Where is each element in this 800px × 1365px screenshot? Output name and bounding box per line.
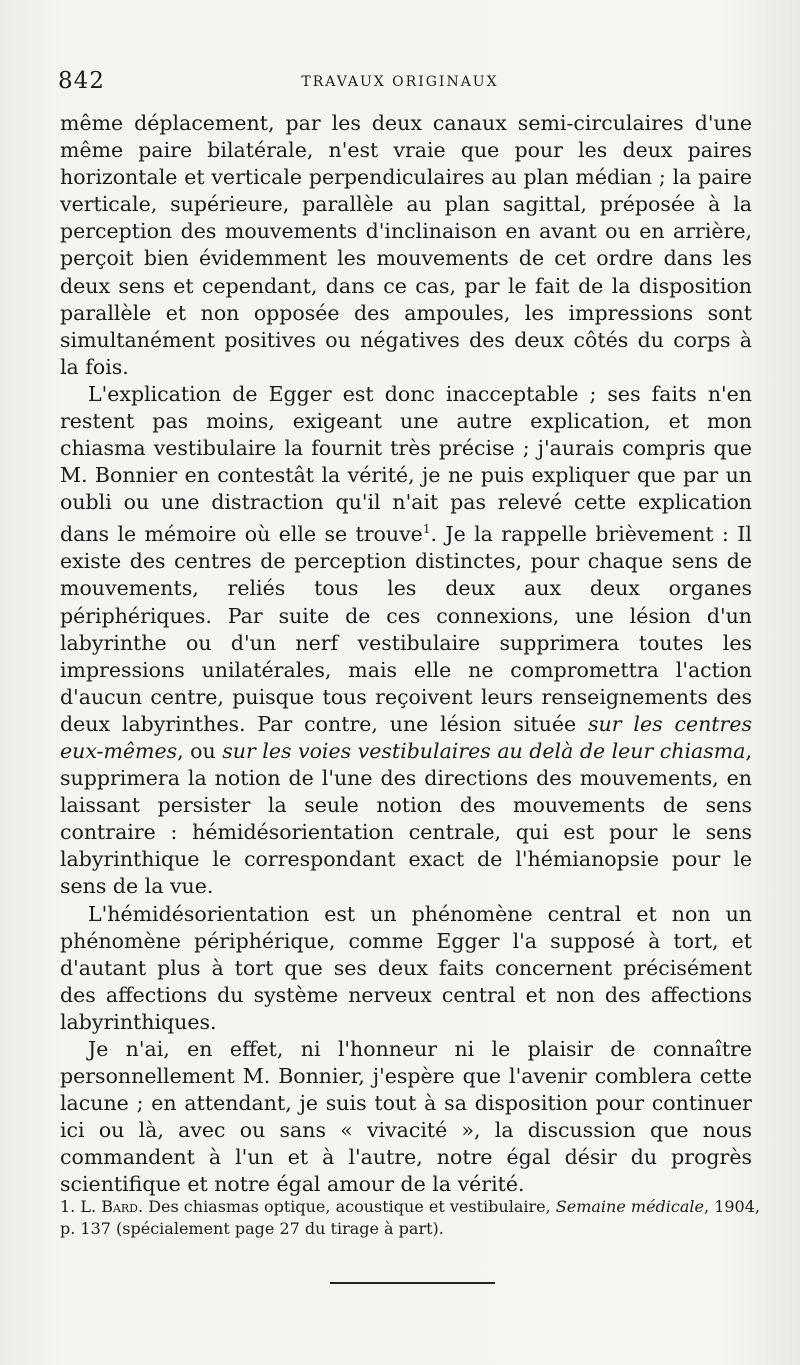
paragraph-2-part-4: , supprimera la notion de l'une des directions des mouvements, en laissant persister la seule notion des mouvements de sens contraire : hémidésorientation centrale, qui est pour le sens labyrinthique le correspondant exact de l'hémianopsie pour le sens de la vue. [60, 738, 752, 899]
end-rule [330, 1282, 495, 1284]
italic-phrase-voies: sur les voies vestibulaires au delà de leur chiasma [222, 738, 746, 763]
footnote [60, 1196, 760, 1240]
running-title: TRAVAUX ORIGINAUX [301, 74, 499, 90]
paragraph-3: L'hémidésorientation est un phénomène central et non un phénomène périphérique, comme Egger l'a supposé à tort, et d'autant plus à tort que ses deux faits concernent précisément des affections du système nerveux central et non des affections labyrinthiques. [60, 901, 752, 1034]
footnote-reference[interactable]: 1 [422, 522, 431, 537]
paragraph-2-part-3: , ou [177, 738, 223, 763]
footnote-text: . Des chiasmas optique, acoustique et vestibulaire, [138, 1197, 556, 1216]
paragraph-2-part-1: L'explication de Egger est donc inacceptable ; ses faits n'en restent pas moins, exigeant une autre explication, et mon chiasma vestibulaire la fournit très précise ; j'aurais compris que M. Bonnier en contestât la vérité, je ne puis expliquer que par un oubli ou une distraction qu'il n'ait pas relevé cette explication dans le mémoire où elle se trouve [60, 381, 752, 547]
paragraph-2-part-2: . Je la rappelle brièvement : Il existe des centres de perception distinctes, pour chaque sens de mouvements, reliés tous les deux aux deux organes périphériques. Par suite de ces connexions, une lésion d'un labyrinthe ou d'un nerf vestibulaire supprimera toutes les impressions unilatérales, mais elle ne compromettra l'action d'aucun centre, puisque tous reçoivent leurs renseignements des deux labyrinthes. Par contre, une lésion située [60, 522, 752, 736]
footnote-number: 1. L. [60, 1197, 97, 1216]
italic-phrase-centres: sur les centres eux-mêmes [60, 711, 752, 763]
page-number: 842 [58, 68, 105, 94]
paragraph-2 [60, 381, 752, 901]
footnote-author: Bard [101, 1197, 138, 1216]
footnote-journal: Semaine médicale [555, 1197, 704, 1216]
paragraph-4: Je n'ai, en effet, ni l'honneur ni le plaisir de connaître personnellement M. Bonnier, j'espère que l'avenir comblera cette lacune ; en attendant, je suis tout à sa disposition pour continuer ici ou là, avec ou sans « vivacité », la discussion que nous commandent à l'un et à l'autre, notre égal désir du progrès scientifique et notre égal amour de la vérité. [60, 1037, 752, 1197]
body-text [60, 110, 752, 1199]
paragraph-1: même déplacement, par les deux canaux semi-circulaires d'une même paire bilatérale, n'est vraie que pour les deux paires horizontale et verticale perpendiculaires au plan médian ; la paire verticale, supérieure, parallèle au plan sagittal, préposée à la perception des mouvements d'inclinaison en avant ou en arrière, perçoit bien évidemment les mouvements de cet ordre dans les deux sens et cependant, dans ce cas, par le fait de la disposition parallèle et non opposée des ampoules, les impressions sont simultanément positives ou négatives des deux côtés du corps à la fois. [60, 111, 752, 379]
page-header [58, 68, 742, 98]
footnote-details: , 1904, p. 137 (spécialement page 27 du tirage à part). [60, 1197, 760, 1238]
